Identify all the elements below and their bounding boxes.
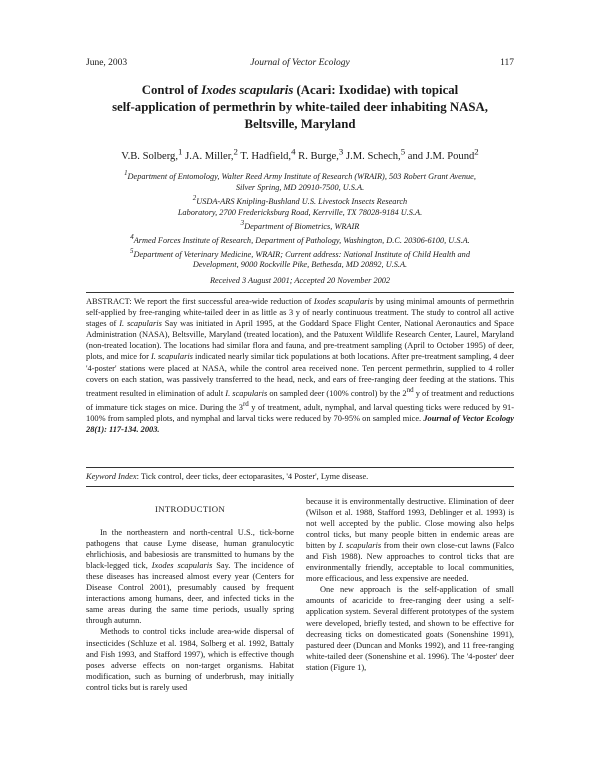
author: J.A. Miller,$^2$ <box>185 146 238 162</box>
author: V.B. Solberg,$^1$ <box>121 146 183 162</box>
affiliation: $^3$Department of Biometrics, WRAIR <box>240 219 360 231</box>
author-list <box>86 146 514 162</box>
column-left <box>86 504 294 693</box>
article-title: Control of Ixodes scapularis (Acari: Ixodidae) with topical self-application of permethrin by white-tailed deer inhabiting NASA, Beltsville, Maryland <box>112 83 488 131</box>
affiliations <box>86 168 514 271</box>
header-page-number: 117 <box>500 58 514 68</box>
paragraph: Methods to control ticks include area-wide dispersal of insecticides (Schluze et al. 1984, Solberg et al. 1992, Battaly and Fish 1993, and Stafford 1997), which is effective though poses adverse effects on non-target organisms. Habitat modification, such as burning of underbrush, may initially control ticks but is rarely used <box>86 627 294 692</box>
author: J.M. Schech,$^5$ <box>345 146 406 162</box>
affiliation: $^4$Armed Forces Institute of Research, Department of Pathology, Washington, D.C. 20306-6100, U.S.A. <box>130 233 470 245</box>
header-journal: Journal of Vector Ecology <box>250 58 350 68</box>
affiliation: $^1$Department of Entomology, Walter Reed Army Institute of Research (WRAIR), 503 Robert Grant Avenue, Silver Spring, MD 20910-7500, U.S.A. <box>124 170 476 192</box>
divider-top <box>86 292 514 293</box>
keyword-index: Keyword Index: Tick control, deer ticks, deer ectoparasites, '4 Poster', Lyme disease. <box>86 472 369 481</box>
abstract: ABSTRACT: We report the first successful area-wide reduction of Ixodes scapularis by using minimal amounts of permethrin self-applied by free-ranging white-tailed deer in as little as 3 y of nearly continuous treatment. The study to control all active stages of I. scapularis Say was initiated in April 1995, at the Goddard Space Flight Center, National Aeronautics and Space Administration (NASA), Beltsville, Maryland (treated location), and the Patuxent Wildlife Research Center, Laurel, Maryland (non-treated location). The locations had similar flora and fauna, and pre-treatment sampling (April to October 1995) of deer, plots, and mice for I. scapularis indicated nearly similar tick populations at both locations. After pre-treatment sampling, 4 deer '4-poster' stations were placed at NASA, while the control area received none. Ten percent permethrin, supplied to 4 roller covers on each station, was passively transferred to the head, neck, and ears of free-ranging deer feeding at the stations. This treatment resulted in elimination of adult I. scapularis on sampled deer (100% control) by the 2nd y of treatment and reductions of immature tick stages on mice. During the 3rd y of treatment, adult, nymphal, and larval questing ticks were reduced by 91-100% from sampled plots, and nymphal and larval ticks were reduced by 70-95% on sampled mice. Journal of Vector Ecology 28(1): 117-134. 2003. <box>86 297 515 434</box>
author: T. Hadfield,$^4$ <box>240 146 296 162</box>
title-species: Ixodes scapularis <box>201 83 294 97</box>
affiliation: $^2$USDA-ARS Knipling-Bushland U.S. Livestock Insects Research Laboratory, 2700 Fredericksburg Road, Kerrville, TX 78028-9184 U.S.A. <box>177 194 423 217</box>
author: R. Burge,$^3$ <box>298 146 344 162</box>
affiliation: $^5$Department of Veterinary Medicine, WRAIR; Current address: National Institute of Child Health and Development, 9000 Rockville Pike, Bethesda, MD 20892, U.S.A. <box>130 247 470 270</box>
divider-keywords-top <box>86 467 514 468</box>
journal-citation: Journal of Vector Ecology 28(1): 117-134. 2003. <box>86 413 514 434</box>
author: and J.M. Pound$^2$ <box>407 146 479 162</box>
abstract-label: ABSTRACT: <box>86 297 132 306</box>
paragraph: In the northeastern and north-central U.S., tick-borne pathogens that cause Lyme disease, human granulocytic ehrlichiosis, and babesiosis are transmitted to humans by the black-legged tick, Ixodes scapularis Say. The incidence of these diseases has increased almost every year (Centers for Disease Control 2001), presumably caused by frequent interactions among humans, deer, and infected ticks in the same areas during the same time periods, usually spring through autumn. <box>86 528 294 626</box>
paragraph: One new approach is the self-application of small amounts of acaricide to free-ranging deer using a self-application system. Several different prototypes of the system were developed, briefly tested, and shown to be effective for decreasing ticks on domesticated goats (Sonenshine 1991), pastured deer (Duncan and Monks 1992), and 11 free-ranging white-tailed deer (Sonenshine et al. 1996). The '4-poster' deer station (Figure 1), <box>306 585 514 672</box>
section-heading-introduction: INTRODUCTION <box>154 504 226 514</box>
header-date: June, 2003 <box>86 58 128 68</box>
received-dates: Received 3 August 2001; Accepted 20 November 2002 <box>209 276 391 285</box>
column-right <box>306 496 514 673</box>
paragraph: because it is environmentally destructive. Elimination of deer (Wilson et al. 1988, Stafford 1993, Deblinger et al. 1993) is not well accepted by the public. Close mowing also helps control ticks, but many people bitten in endemic areas are bitten by I. scapularis from their own close-cut lawns (Falco and Fish 1988). New approaches to control ticks that are environmentally friendly, acceptable to local communities, more efficacious, and less expensive are needed. <box>306 497 515 584</box>
divider-keywords-bottom <box>86 486 514 487</box>
